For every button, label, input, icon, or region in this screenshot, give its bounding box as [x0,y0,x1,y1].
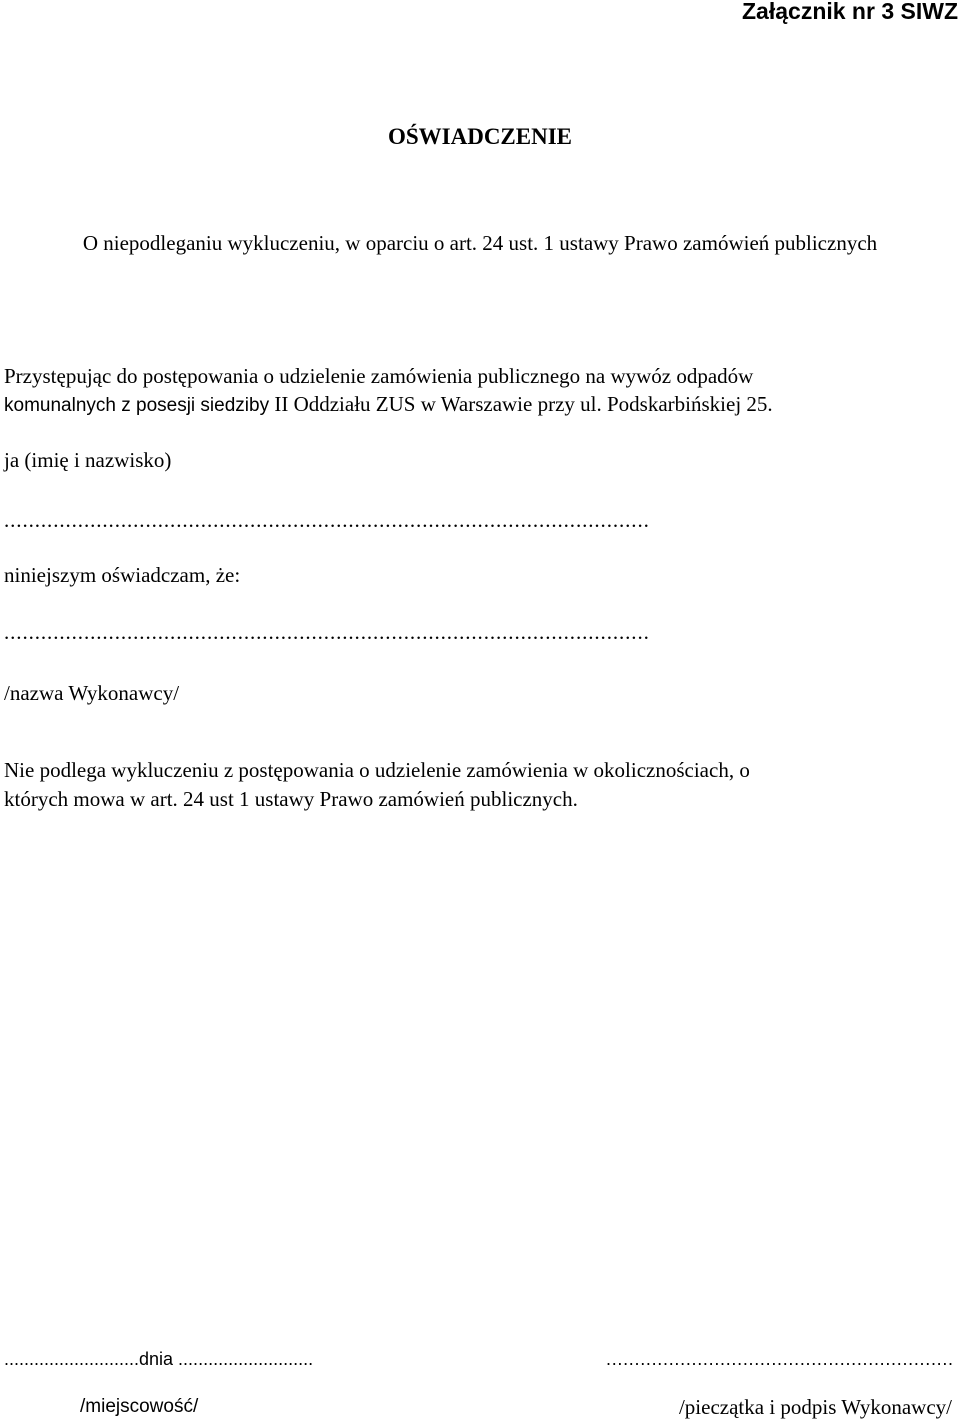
place-label: /miejscowość/ [80,1396,199,1417]
name-label: ja (imię i nazwisko) [4,448,172,472]
name-fill-line: ......................................................................................................... [4,508,650,532]
document-title: OŚWIADCZENIE [387,124,573,149]
declare-label: niniejszym oświadczam, że: [4,563,241,587]
document-subtitle: O niepodleganiu wykluczeniu, w oparciu o art. 24 ust. 1 ustawy Prawo zamówień publicznych [82,231,878,255]
statement-line-2: których mowa w art. 24 ust 1 ustawy Prawo zamówień publicznych. [4,787,578,811]
place-date-fill-line: ...........................dnia ........................... [4,1349,314,1369]
intro-line-2-part-a: komunalnych z posesji siedziby [4,395,270,416]
intro-line-2-part-b: II Oddziału ZUS w Warszawie przy ul. Podskarbińskiej 25. [269,392,773,416]
intro-line-1: Przystępując do postępowania o udzielenie zamówienia publicznego na wywóz odpadów [4,364,754,388]
attachment-label: Załącznik nr 3 SIWZ [742,0,958,24]
statement-line-1: Nie podlega wykluczeniu z postępowania o udzielenie zamówienia w okolicznościach, o [4,758,750,782]
signature-label: /pieczątka i podpis Wykonawcy/ [678,1395,952,1419]
contractor-fill-line: ......................................................................................................... [4,620,650,644]
signature-fill-line: ............................................................. [606,1349,954,1369]
intro-line-2 [4,394,773,415]
contractor-label: /nazwa Wykonawcy/ [4,681,180,705]
